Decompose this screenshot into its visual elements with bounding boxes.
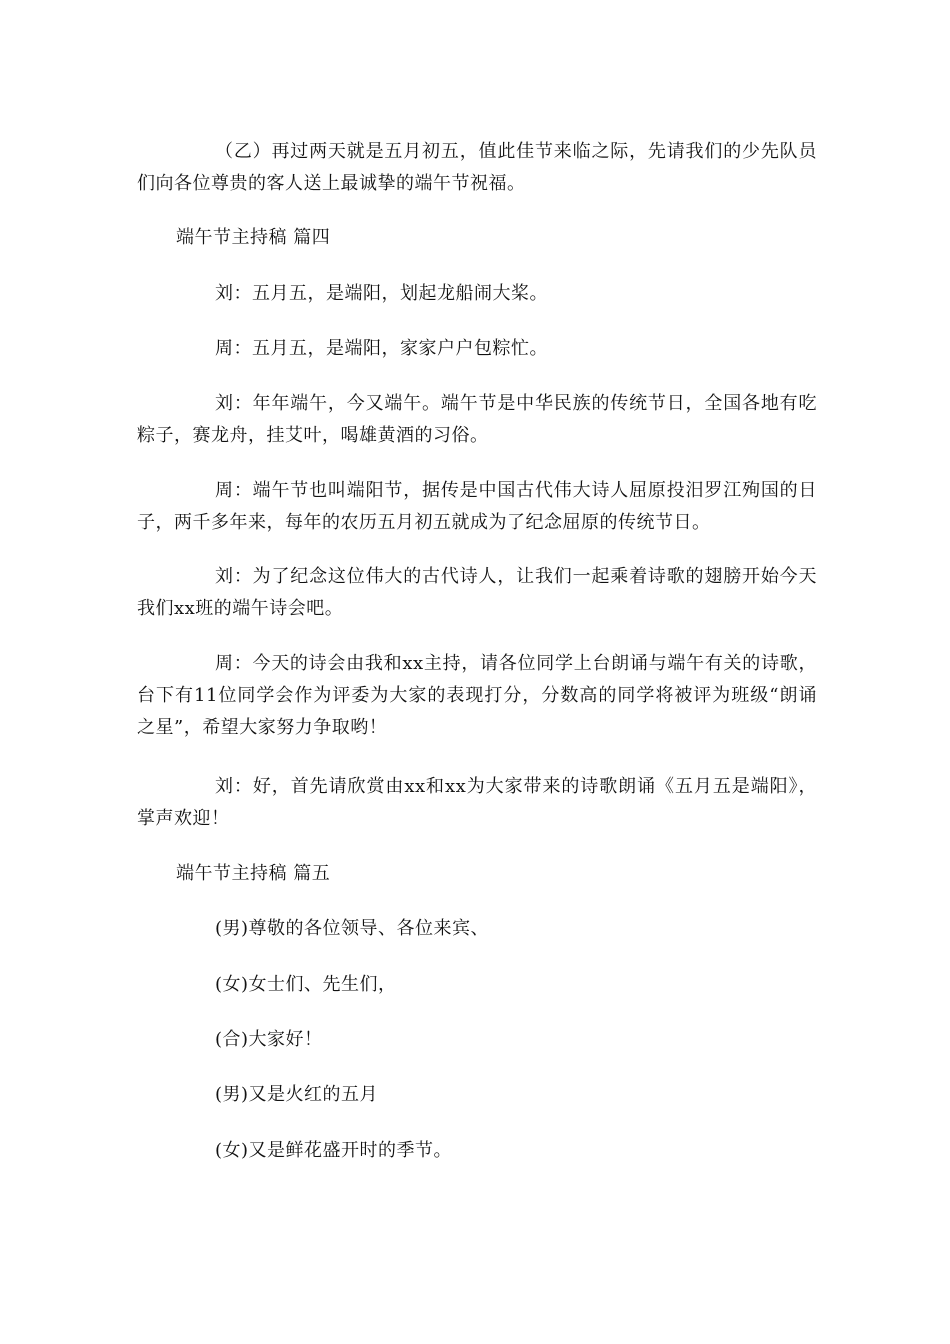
dialogue-paragraph: 周：端午节也叫端阳节，据传是中国古代伟大诗人屈原投汨罗江殉国的日子，两千多年来，每年的农历五月初五就成为了纪念屈原的传统节日。 — [137, 480, 817, 533]
section-heading-part-four: 端午节主持稿 篇四 — [176, 227, 331, 248]
section-heading-part-five: 端午节主持稿 篇五 — [176, 863, 331, 884]
dialogue-line: 刘：五月五，是端阳，划起龙船闹大桨。 — [215, 283, 548, 304]
dialogue-paragraph: 刘：年年端午，今又端午。端午节是中华民族的传统节日，全国各地有吃粽子，赛龙舟，挂艾叶，喝雄黄酒的习俗。 — [137, 393, 817, 446]
dialogue-paragraph: 刘：为了纪念这位伟大的古代诗人，让我们一起乘着诗歌的翅膀开始今天我们xx班的端午诗会吧。 — [137, 566, 817, 619]
dialogue-line: (男)尊敬的各位领导、各位来宾、 — [215, 918, 490, 939]
paragraph-opening: （乙）再过两天就是五月初五，值此佳节来临之际，先请我们的少先队员们向各位尊贵的客人送上最诚挚的端午节祝福。 — [137, 141, 817, 194]
dialogue-line: (女)女士们、先生们， — [215, 974, 397, 995]
dialogue-line: (女)又是鲜花盛开时的季节。 — [215, 1140, 453, 1161]
dialogue-line: 周：五月五，是端阳，家家户户包粽忙。 — [215, 338, 548, 359]
dialogue-paragraph: 周：今天的诗会由我和xx主持，请各位同学上台朗诵与端午有关的诗歌，台下有11位同学会作为评委为大家的表现打分，分数高的同学将被评为班级“朗诵之星”，希望大家努力争取哟！ — [137, 653, 817, 738]
dialogue-line: (男)又是火红的五月 — [215, 1084, 379, 1105]
dialogue-paragraph: 刘：好，首先请欣赏由xx和xx为大家带来的诗歌朗诵《五月五是端阳》，掌声欢迎！ — [137, 776, 817, 829]
dialogue-line: (合)大家好！ — [215, 1029, 323, 1050]
